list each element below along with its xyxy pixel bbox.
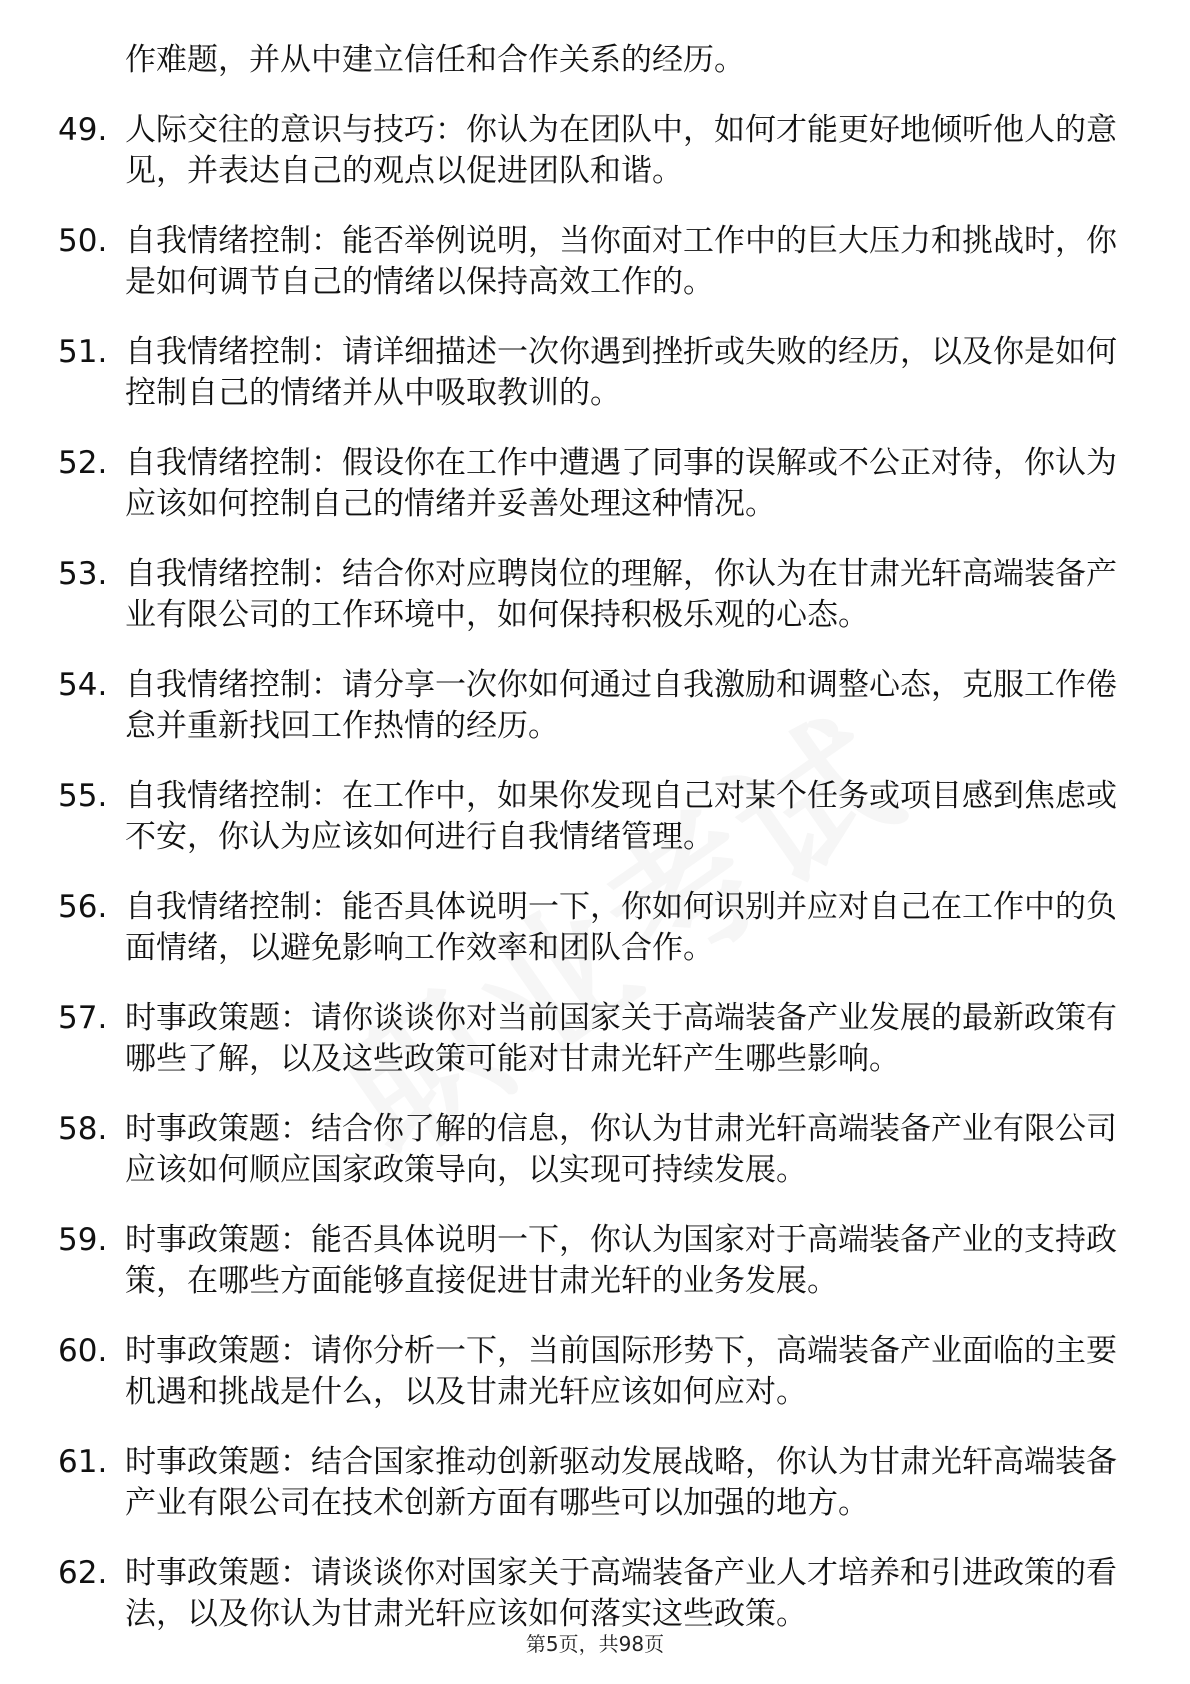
question-number: 49. (58, 112, 108, 148)
question-item (58, 443, 1118, 525)
page-number: 第5页，共98页 (525, 1632, 665, 1656)
question-text: 时事政策题：结合国家推动创新驱动发展战略，你认为甘肃光轩高端装备产业有限公司在技术创新方面有哪些可以加强的地方。 (125, 1444, 1117, 1521)
question-item (58, 1331, 1118, 1413)
question-item (58, 887, 1118, 969)
question-number: 54. (58, 667, 108, 703)
question-list (58, 40, 1118, 1664)
question-text: 自我情绪控制：能否具体说明一下，你如何识别并应对自己在工作中的负面情绪，以避免影响工作效率和团队合作。 (125, 889, 1117, 966)
question-item (58, 554, 1118, 636)
question-item (58, 332, 1118, 414)
question-text: 自我情绪控制：请详细描述一次你遇到挫折或失败的经历，以及你是如何控制自己的情绪并从中吸取教训的。 (125, 334, 1117, 411)
question-number: 52. (58, 445, 108, 481)
question-item (58, 776, 1118, 858)
question-text: 时事政策题：请你分析一下，当前国际形势下，高端装备产业面临的主要机遇和挑战是什么，以及甘肃光轩应该如何应对。 (125, 1333, 1117, 1410)
question-number: 53. (58, 556, 108, 592)
question-item (58, 998, 1118, 1080)
question-text: 自我情绪控制：假设你在工作中遭遇了同事的误解或不公正对待，你认为应该如何控制自己的情绪并妥善处理这种情况。 (125, 445, 1117, 522)
question-text: 自我情绪控制：在工作中，如果你发现自己对某个任务或项目感到焦虑或不安，你认为应该如何进行自我情绪管理。 (125, 778, 1117, 855)
question-item (58, 110, 1118, 192)
question-number: 61. (58, 1444, 108, 1480)
question-item (58, 1220, 1118, 1302)
question-number: 60. (58, 1333, 108, 1369)
question-text: 自我情绪控制：能否举例说明，当你面对工作中的巨大压力和挑战时，你是如何调节自己的情绪以保持高效工作的。 (125, 223, 1117, 300)
question-text: 人际交往的意识与技巧：你认为在团队中，如何才能更好地倾听他人的意见，并表达自己的观点以促进团队和谐。 (125, 112, 1117, 189)
question-number: 56. (58, 889, 108, 925)
continued-text: 作难题，并从中建立信任和合作关系的经历。 (125, 42, 745, 78)
question-text: 自我情绪控制：结合你对应聘岗位的理解，你认为在甘肃光轩高端装备产业有限公司的工作环境中，如何保持积极乐观的心态。 (125, 556, 1117, 633)
question-item (58, 1553, 1118, 1635)
question-item (58, 665, 1118, 747)
question-number: 58. (58, 1111, 108, 1147)
question-number: 55. (58, 778, 108, 814)
question-number: 50. (58, 223, 108, 259)
question-number: 57. (58, 1000, 108, 1036)
question-text: 时事政策题：请你谈谈你对当前国家关于高端装备产业发展的最新政策有哪些了解，以及这些政策可能对甘肃光轩产生哪些影响。 (125, 1000, 1117, 1077)
question-text: 时事政策题：结合你了解的信息，你认为甘肃光轩高端装备产业有限公司应该如何顺应国家政策导向，以实现可持续发展。 (125, 1111, 1117, 1188)
question-number: 51. (58, 334, 108, 370)
question-text: 时事政策题：能否具体说明一下，你认为国家对于高端装备产业的支持政策，在哪些方面能够直接促进甘肃光轩的业务发展。 (125, 1222, 1117, 1299)
question-text: 时事政策题：请谈谈你对国家关于高端装备产业人才培养和引进政策的看法，以及你认为甘肃光轩应该如何落实这些政策。 (125, 1555, 1117, 1632)
question-number: 62. (58, 1555, 108, 1591)
question-item (58, 1109, 1118, 1191)
question-item (58, 221, 1118, 303)
question-text: 自我情绪控制：请分享一次你如何通过自我激励和调整心态，克服工作倦怠并重新找回工作热情的经历。 (125, 667, 1117, 744)
question-number: 59. (58, 1222, 108, 1258)
question-item (58, 1442, 1118, 1524)
